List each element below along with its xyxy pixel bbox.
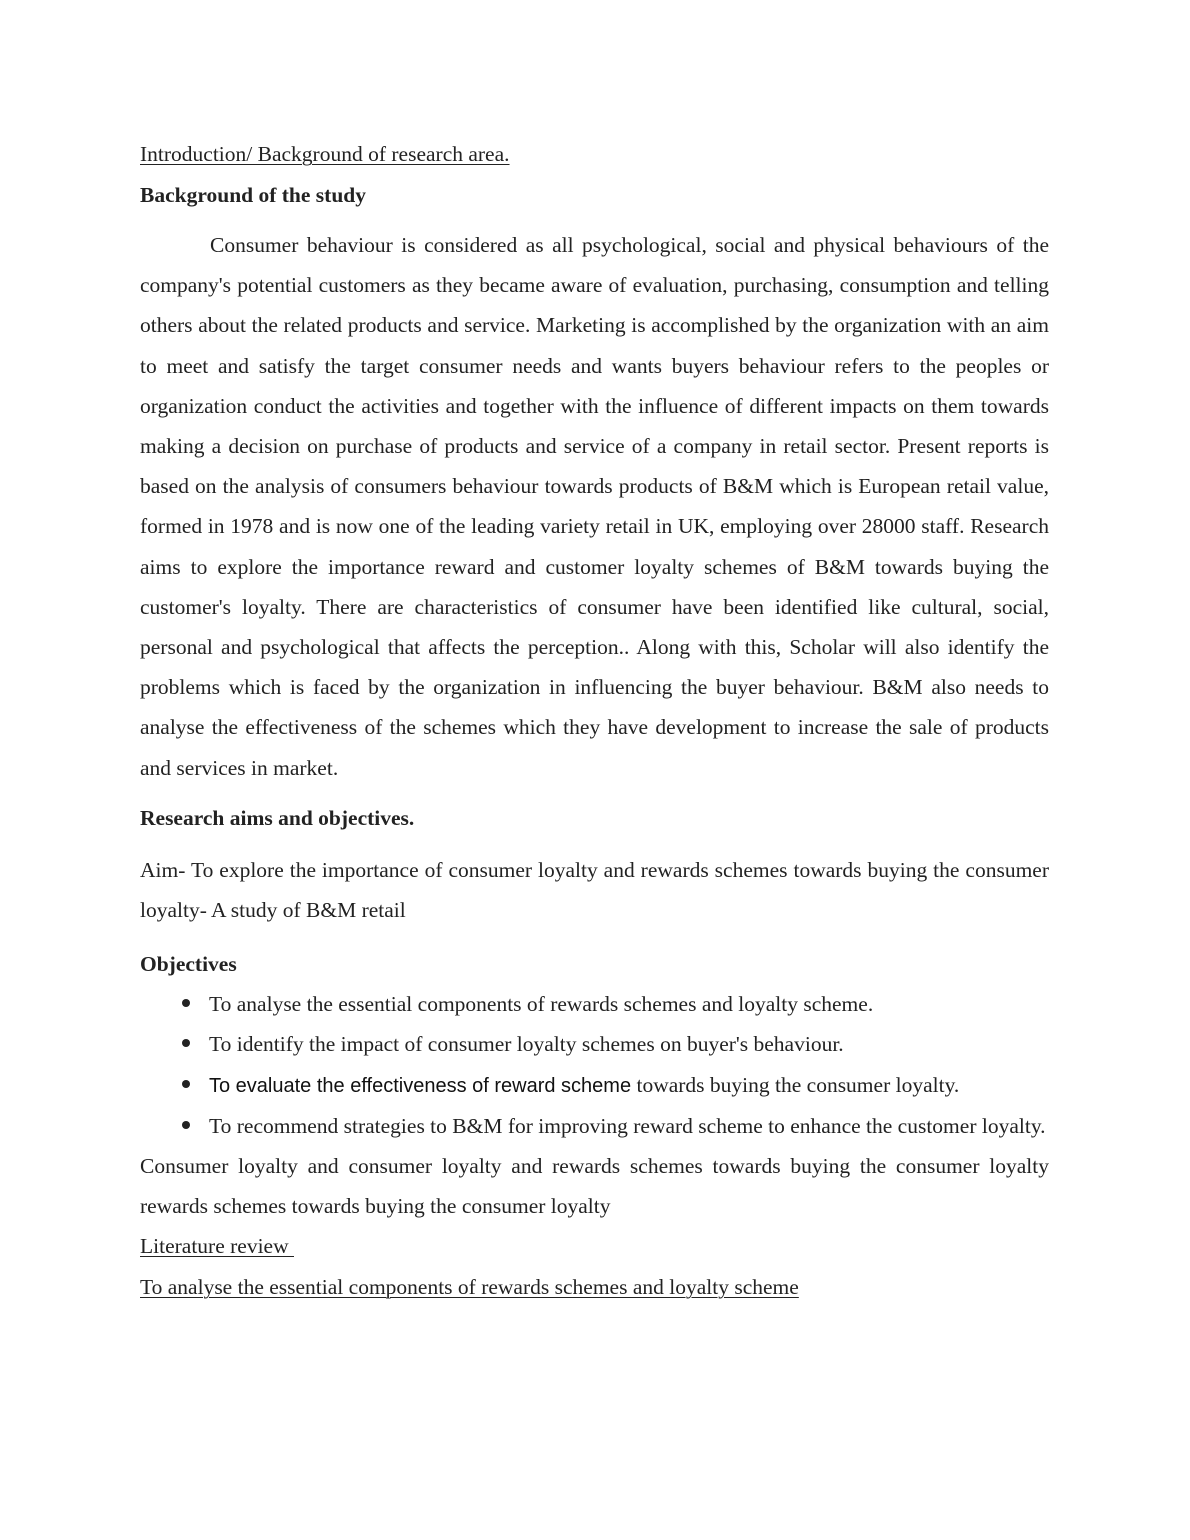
bullet-icon xyxy=(182,999,190,1007)
background-paragraph: Consumer behaviour is considered as all psychological, social and physical behaviours of the company's potential customers as they became aware of evaluation, purchasing, consumption and telling others about the related products and service. Marketing is accomplished by the organization with an aim to meet and satisfy the target consumer needs and wants buyers behaviour refers to the peoples or organization conduct the activities and together with the influence of different impacts on them towards making a decision on purchase of products and service of a company in retail sector. Present reports is based on the analysis of consumers behaviour towards products of B&M which is European retail value, formed in 1978 and is now one of the leading variety retail in UK, employing over 28000 staff. Research aims to explore the importance reward and customer loyalty schemes of B&M towards buying the customer's loyalty. There are characteristics of consumer have been identified like cultural, social, personal and psychological that affects the perception.. Along with this, Scholar will also identify the problems which is faced by the organization in influencing the buyer behaviour. B&M also needs to analyse the effectiveness of the schemes which they have development to increase the sale of products and services in market. xyxy=(140,233,1049,780)
bullet-icon xyxy=(182,1121,190,1129)
bullet-icon xyxy=(182,1039,190,1047)
objective-item xyxy=(140,984,1049,1024)
objective-text-serif: towards buying the consumer loyalty. xyxy=(631,1072,960,1097)
bullet-icon xyxy=(182,1080,190,1088)
objective-text-sans: To evaluate the effectiveness of reward scheme xyxy=(209,1074,632,1097)
background-heading: Background of the study xyxy=(140,183,367,207)
objective-text: To recommend strategies to B&M for improving reward scheme to enhance the customer loyalty. xyxy=(209,1113,1046,1138)
closing-paragraph: Consumer loyalty and consumer loyalty and rewards schemes towards buying the consumer loyalty rewards schemes towards buying the consumer loyalty xyxy=(140,1154,1049,1219)
intro-heading: Introduction/ Background of research area. xyxy=(140,142,510,166)
objectives-heading: Objectives xyxy=(140,952,237,977)
literature-heading: Literature review xyxy=(140,1234,294,1259)
objective-item xyxy=(140,1106,1049,1146)
research-heading: Research aims and objectives. xyxy=(140,805,415,830)
aim-paragraph: Aim- To explore the importance of consumer loyalty and rewards schemes towards buying the consumer loyalty- A study of B&M retail xyxy=(140,857,1049,923)
objective-item xyxy=(140,1065,1049,1106)
objective-item xyxy=(140,1024,1049,1064)
objective-text: To identify the impact of consumer loyalty schemes on buyer's behaviour. xyxy=(209,1032,844,1057)
objective-text: To analyse the essential components of rewards schemes and loyalty scheme. xyxy=(209,992,874,1017)
literature-subheading: To analyse the essential components of rewards schemes and loyalty scheme xyxy=(140,1274,799,1299)
objectives-list xyxy=(140,984,1049,1146)
document-page xyxy=(140,138,1049,1307)
